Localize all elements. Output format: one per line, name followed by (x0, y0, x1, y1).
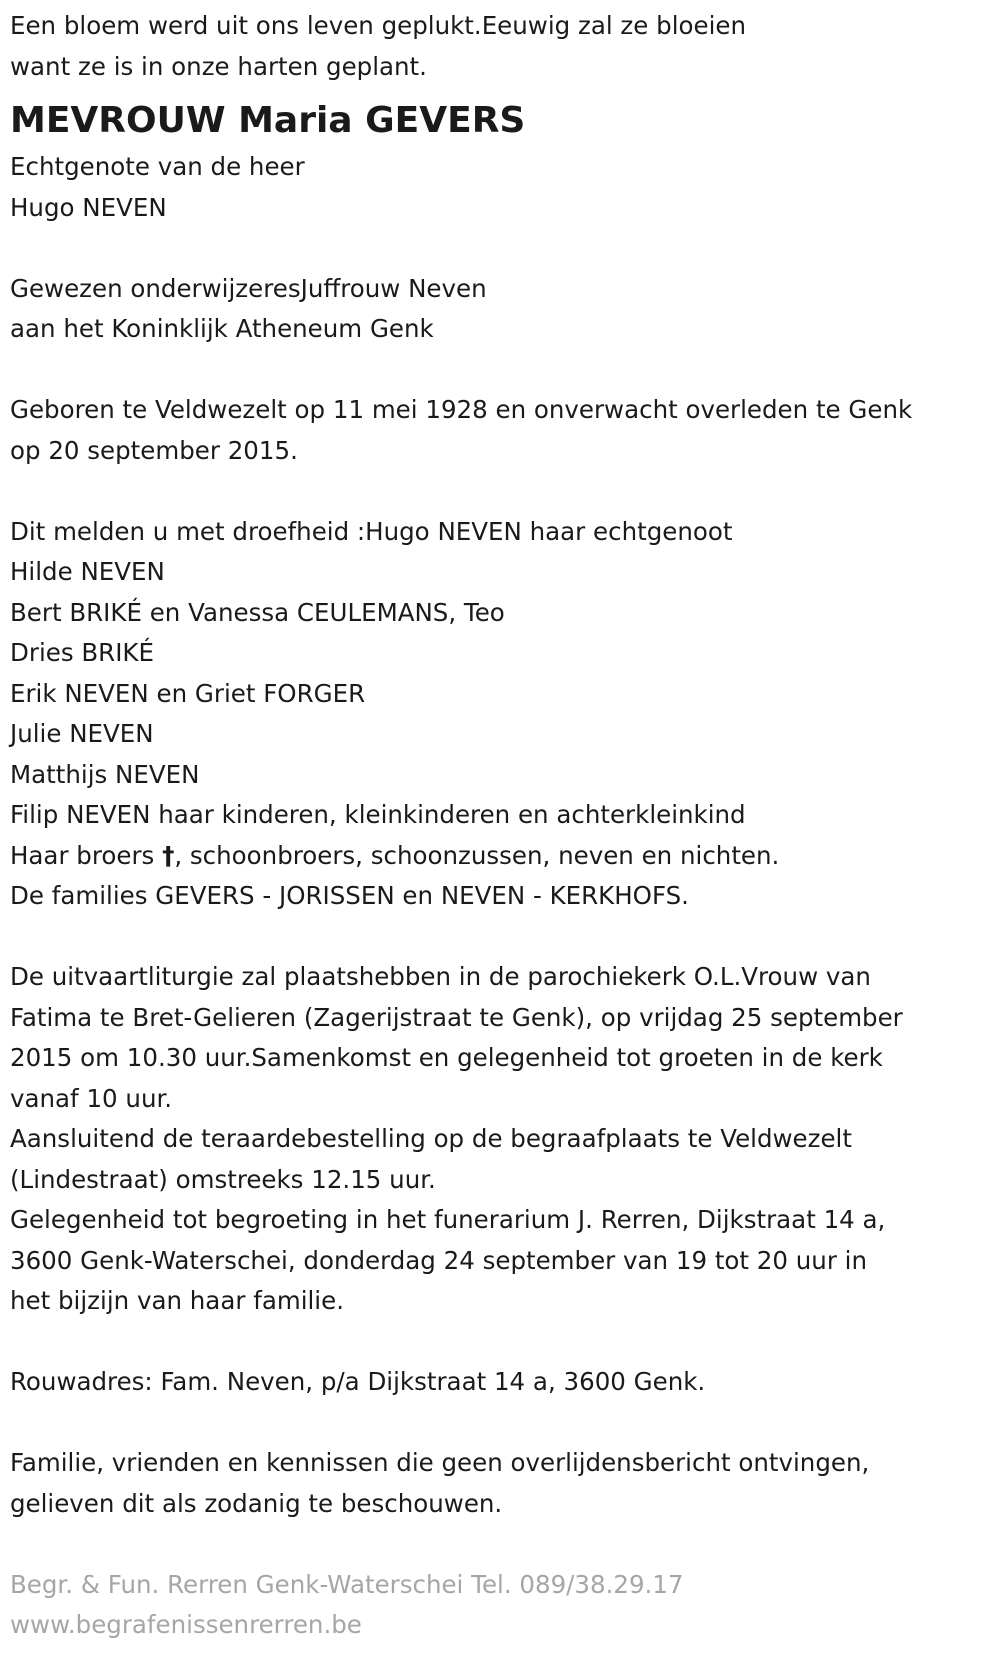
announcer-line: Matthijs NEVEN (10, 759, 200, 789)
funeral-home-contact: Begr. & Fun. Rerren Genk-Waterschei Tel. 089/38.29.17 (10, 1569, 684, 1599)
cross-icon: † (162, 840, 175, 870)
announcer-line: Bert BRIKÉ en Vanessa CEULEMANS, Teo (10, 597, 505, 627)
spacer (10, 917, 990, 958)
notice-line: gelieven dit als zodanig te beschouwen. (10, 1488, 503, 1518)
announcer-line: Dries BRIKÉ (10, 638, 154, 667)
occupation-line: aan het Koninklijk Atheneum Genk (10, 314, 434, 343)
brothers-line (10, 836, 990, 877)
deceased-name: MEVROUW Maria GEVERS (10, 100, 526, 141)
ceremony-line: De uitvaartliturgie zal plaatshebben in de parochiekerk O.L.Vrouw van (10, 962, 871, 991)
spacer (10, 1403, 990, 1444)
ceremony-line: 3600 Genk-Waterschei, donderdag 24 september van 19 tot 20 uur in (10, 1245, 868, 1275)
spacer (10, 1322, 990, 1363)
funeral-home-website[interactable]: www.begrafenissenrerren.be (10, 1610, 362, 1639)
ceremony-line: 2015 om 10.30 uur.Samenkomst en gelegenheid tot groeten in de kerk (10, 1043, 883, 1072)
motto-line: want ze is in onze harten geplant. (10, 51, 427, 81)
ceremony-line: Aansluitend de teraardebestelling op de begraafplaats te Veldwezelt (10, 1124, 852, 1153)
announcer-line: Filip NEVEN haar kinderen, kleinkinderen en achterkleinkind (10, 800, 746, 829)
spouse-line: Hugo NEVEN (10, 192, 167, 222)
brothers-suffix: , schoonbroers, schoonzussen, neven en nichten. (174, 840, 780, 870)
spacer (10, 1524, 990, 1565)
brothers-prefix: Haar broers (10, 840, 163, 870)
notice-line: Familie, vrienden en kennissen die geen overlijdensbericht ontvingen, (10, 1448, 870, 1477)
birth-death-line: Geboren te Veldwezelt op 11 mei 1928 en onverwacht overleden te Genk (10, 395, 913, 424)
ceremony-line: (Lindestraat) omstreeks 12.15 uur. (10, 1164, 436, 1194)
announcer-line: Hilde NEVEN (10, 557, 165, 586)
spacer (10, 471, 990, 512)
spouse-line: Echtgenote van de heer (10, 152, 305, 181)
announcer-line: Dit melden u met droefheid :Hugo NEVEN haar echtgenoot (10, 516, 733, 546)
announcer-line: Julie NEVEN (10, 719, 154, 748)
ceremony-line: vanaf 10 uur. (10, 1083, 173, 1113)
ceremony-line: het bijzijn van haar familie. (10, 1286, 344, 1315)
birth-death-line: op 20 september 2015. (10, 435, 298, 465)
mourning-address: Rouwadres: Fam. Neven, p/a Dijkstraat 14 a, 3600 Genk. (10, 1367, 706, 1396)
spacer (10, 228, 990, 269)
ceremony-line: Fatima te Bret-Gelieren (Zagerijstraat te Genk), op vrijdag 25 september (10, 1002, 903, 1032)
motto-line: Een bloem werd uit ons leven geplukt.Eeuwig zal ze bloeien (10, 11, 746, 40)
ceremony-line: Gelegenheid tot begroeting in het funerarium J. Rerren, Dijkstraat 14 a, (10, 1205, 886, 1234)
occupation-line: Gewezen onderwijzeresJuffrouw Neven (10, 273, 487, 303)
spacer (10, 350, 990, 391)
announcer-line: Erik NEVEN en Griet FORGER (10, 678, 366, 708)
families-line: De families GEVERS - JORISSEN en NEVEN - KERKHOFS. (10, 881, 689, 910)
